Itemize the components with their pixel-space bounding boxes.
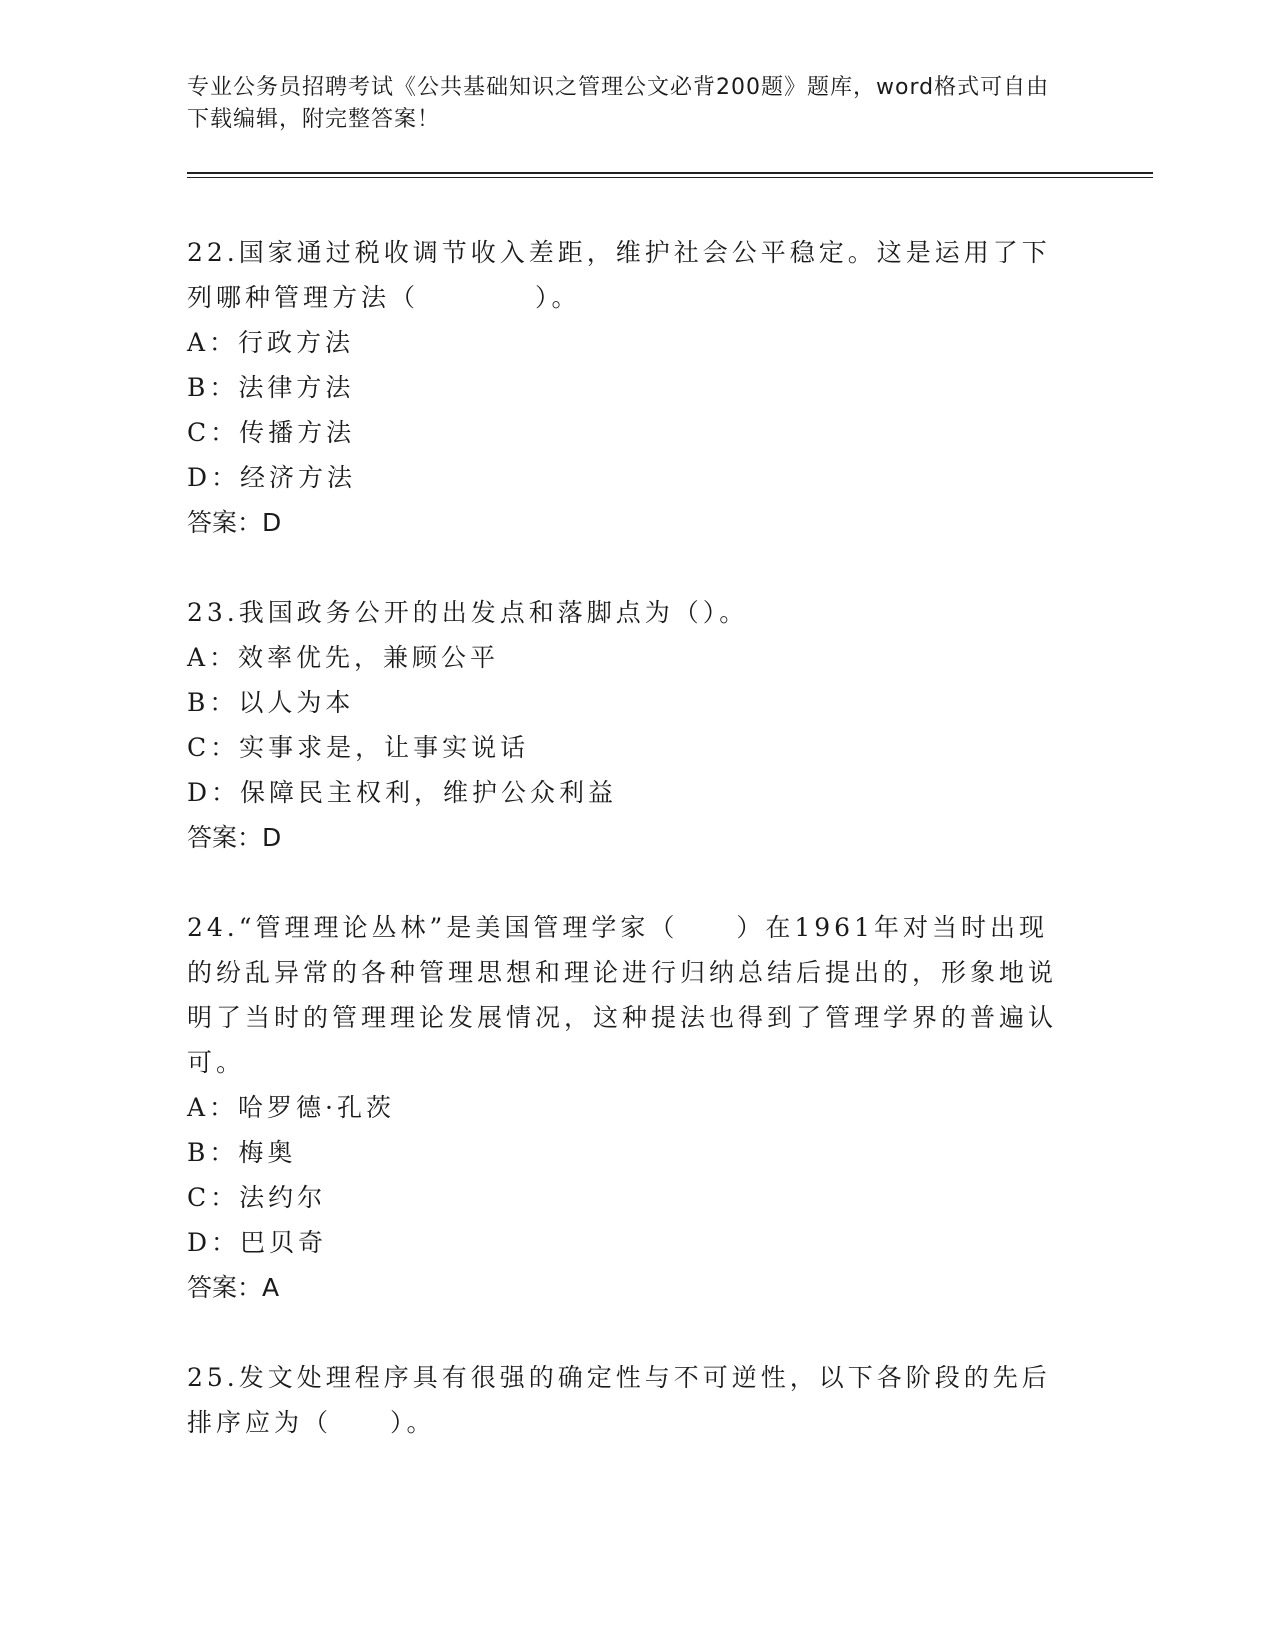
option-b: B：以人为本 xyxy=(187,688,355,717)
option-a: A：行政方法 xyxy=(187,328,355,357)
question-23 xyxy=(187,590,1147,860)
question-text: 25.发文处理程序具有很强的确定性与不可逆性，以下各阶段的先后排序应为（ ）。 xyxy=(187,1363,1051,1437)
option-c: C：传播方法 xyxy=(187,418,356,447)
option-c: C：实事求是，让事实说话 xyxy=(187,733,530,762)
option-d: D：经济方法 xyxy=(187,463,357,492)
option-b: B：法律方法 xyxy=(187,373,355,402)
question-24 xyxy=(187,905,1147,1310)
option-d: D：巴贝奇 xyxy=(187,1228,328,1257)
question-25 xyxy=(187,1355,1147,1445)
answer: 答案：A xyxy=(187,1273,280,1302)
document-page xyxy=(187,72,1147,1445)
question-22 xyxy=(187,230,1147,545)
option-a: A：哈罗德·孔茨 xyxy=(187,1093,396,1122)
answer: 答案：D xyxy=(187,508,282,537)
question-text: 24.“管理理论丛林”是美国管理学家（ ）在1961年对当时出现的纷乱异常的各种管理思想和理论进行归纳总结后提出的，形象地说明了当时的管理理论发展情况，这种提法也得到了管理学界的普遍认可。 xyxy=(187,913,1058,1077)
document-header: 专业公务员招聘考试《公共基础知识之管理公文必背200题》题库，word格式可自由下载编辑，附完整答案！ xyxy=(187,75,1050,132)
question-text: 23.我国政务公开的出发点和落脚点为（）。 xyxy=(187,598,749,627)
answer: 答案：D xyxy=(187,823,282,852)
option-c: C：法约尔 xyxy=(187,1183,327,1212)
option-d: D：保障民主权利，维护公众利益 xyxy=(187,778,618,807)
question-text: 22.国家通过税收调节收入差距，维护社会公平稳定。这是运用了下列哪种管理方法（ ）。 xyxy=(187,238,1051,312)
option-b: B：梅奥 xyxy=(187,1138,297,1167)
header-divider xyxy=(187,172,1153,178)
option-a: A：效率优先，兼顾公平 xyxy=(187,643,500,672)
